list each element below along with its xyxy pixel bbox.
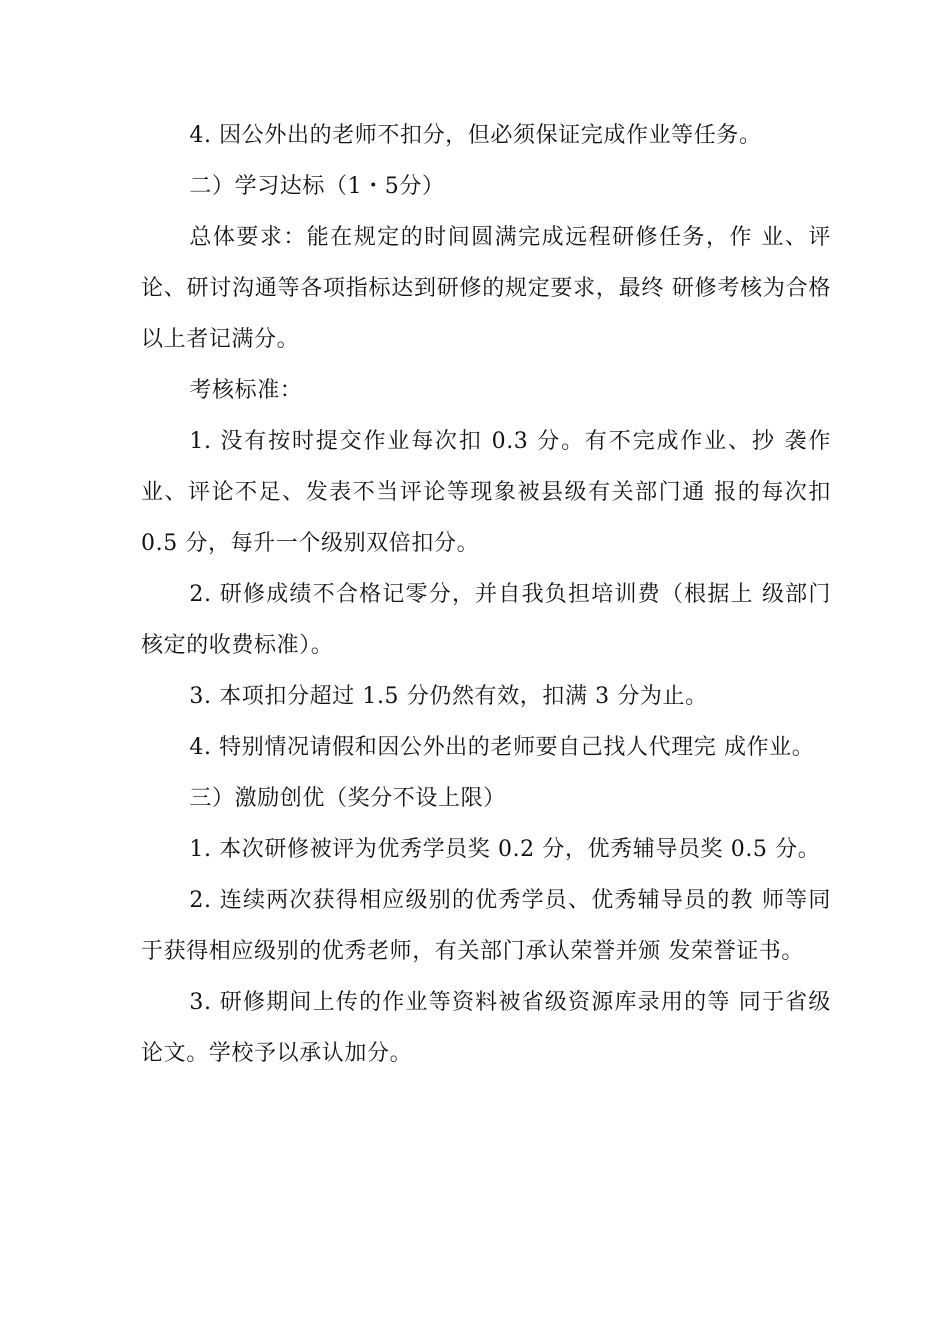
paragraph-general-requirements: 总体要求：能在规定的时间圆满完成远程研修任务，作 业、评论、研讨沟通等各项指标达到研修的规定要求，最终 研修考核为合格以上者记满分。 <box>141 225 831 352</box>
incentive-item-1: 1. 本次研修被评为优秀学员奖 0.2 分，优秀辅导员奖 0.5 分。 <box>189 837 821 862</box>
incentive-item-2: 2. 连续两次获得相应级别的优秀学员、优秀辅导员的教 师等同于获得相应级别的优秀老师，有关部门承认荣誉并颁 发荣誉证书。 <box>141 888 831 964</box>
criteria-item-3: 3. 本项扣分超过 1.5 分仍然有效，扣满 3 分为止。 <box>189 684 708 709</box>
section-heading-learning-standard: 二）学习达标（1・5分） <box>189 174 445 199</box>
assessment-criteria-heading: 考核标准： <box>189 378 303 403</box>
incentive-item-3: 3. 研修期间上传的作业等资料被省级资源库录用的等 同于省级论文。学校予以承认加分。 <box>141 990 831 1066</box>
criteria-item-1: 1. 没有按时提交作业每次扣 0.3 分。有不完成作业、抄 袭作业、评论不足、发表不当评论等现象被县级有关部门通 报的每次扣 0.5 分，每升一个级别双倍扣分。 <box>141 429 831 556</box>
criteria-item-2: 2. 研修成绩不合格记零分，并自我负担培训费（根据上 级部门核定的收费标准）。 <box>141 582 831 658</box>
criteria-item-4: 4. 特别情况请假和因公外出的老师要自己找人代理完 成作业。 <box>189 735 815 760</box>
document-body <box>141 110 831 1079</box>
paragraph-official-leave: 4. 因公外出的老师不扣分，但必须保证完成作业等任务。 <box>189 123 762 148</box>
section-heading-incentives: 三）激励创优（奖分不设上限） <box>189 786 506 811</box>
